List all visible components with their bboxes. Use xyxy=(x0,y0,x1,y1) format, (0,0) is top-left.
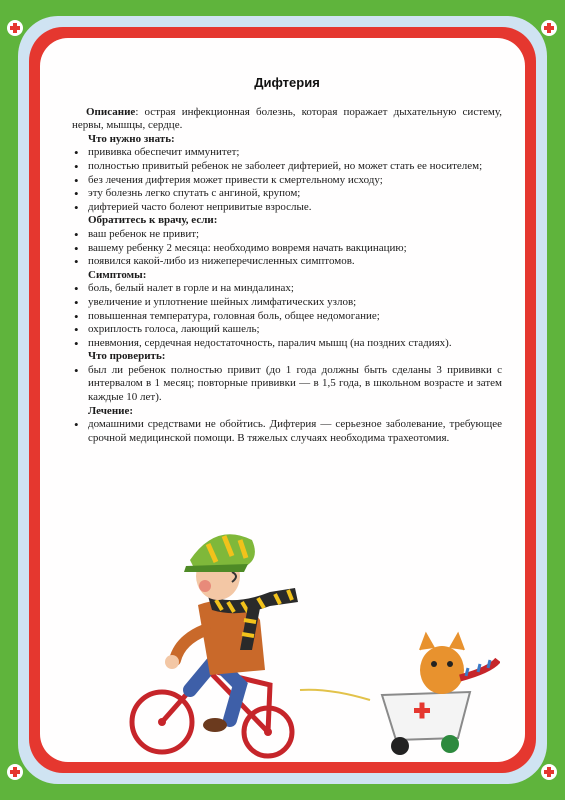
list-item: • увеличение и уплотнение шейных лимфатических узлов; xyxy=(72,296,502,310)
list-item: • вашему ребенку 2 месяца: необходимо вовремя начать вакцинацию; xyxy=(72,242,502,256)
section-see-doctor xyxy=(72,214,502,268)
section-heading: Что проверить: xyxy=(88,350,166,363)
list-item: • прививка обеспечит иммунитет; xyxy=(72,146,502,160)
list-item: • ваш ребенок не привит; xyxy=(72,228,502,242)
description-label: Описание xyxy=(86,105,136,118)
list-item: • эту болезнь легко спутать с ангиной, крупом; xyxy=(72,187,502,201)
red-cross-icon xyxy=(541,20,557,36)
section-what-to-know xyxy=(72,133,502,215)
red-cross-icon xyxy=(7,764,23,780)
list-item: • домашними средствами не обойтись. Дифтерия — серьезное заболевание, требующее срочной медицинской помощи. В тяжелых случаях необходима трахеотомия. xyxy=(72,418,502,445)
section-check xyxy=(72,350,502,404)
section-heading: Симптомы: xyxy=(88,268,147,281)
list-item: • без лечения дифтерия может привести к смертельному исходу; xyxy=(72,174,502,188)
list-item: • полностью привитый ребенок не заболеет дифтерией, но может стать ее носителем; xyxy=(72,160,502,174)
section-heading: Что нужно знать: xyxy=(88,132,175,145)
section-heading: Лечение: xyxy=(88,404,134,417)
list-item: • появился какой-либо из нижеперечисленных симптомов. xyxy=(72,255,502,269)
list-item: • охриплость голоса, лающий кашель; xyxy=(72,323,502,337)
boy-on-tricycle-illustration xyxy=(120,510,500,760)
page-title: Дифтерия xyxy=(254,75,320,90)
section-symptoms xyxy=(72,269,502,351)
list-item: • пневмония, сердечная недостаточность, паралич мышц (на поздних стадиях). xyxy=(72,337,502,351)
list-item: • боль, белый налет в горле и на миндалинах; xyxy=(72,282,502,296)
section-heading: Обратитесь к врачу, если: xyxy=(88,214,218,227)
list-item: • повышенная температура, головная боль, общее недомогание; xyxy=(72,310,502,324)
description xyxy=(72,106,502,133)
list-item: • дифтерией часто болеют непривитые взрослые. xyxy=(72,201,502,215)
red-cross-icon xyxy=(541,764,557,780)
article xyxy=(72,76,502,445)
red-cross-icon xyxy=(7,20,23,36)
list-item: • был ли ребенок полностью привит (до 1 года должны быть сделаны 3 прививки с интервалом в 1 месяц; повторные прививки — в 1,5 года, в школьном возрасте и затем каждые 10 лет). xyxy=(72,364,502,405)
description-text: : острая инфекционная болезнь, которая поражает дыхательную систему, нервы, мышцы, сердце. xyxy=(72,105,502,132)
section-treatment xyxy=(72,405,502,446)
